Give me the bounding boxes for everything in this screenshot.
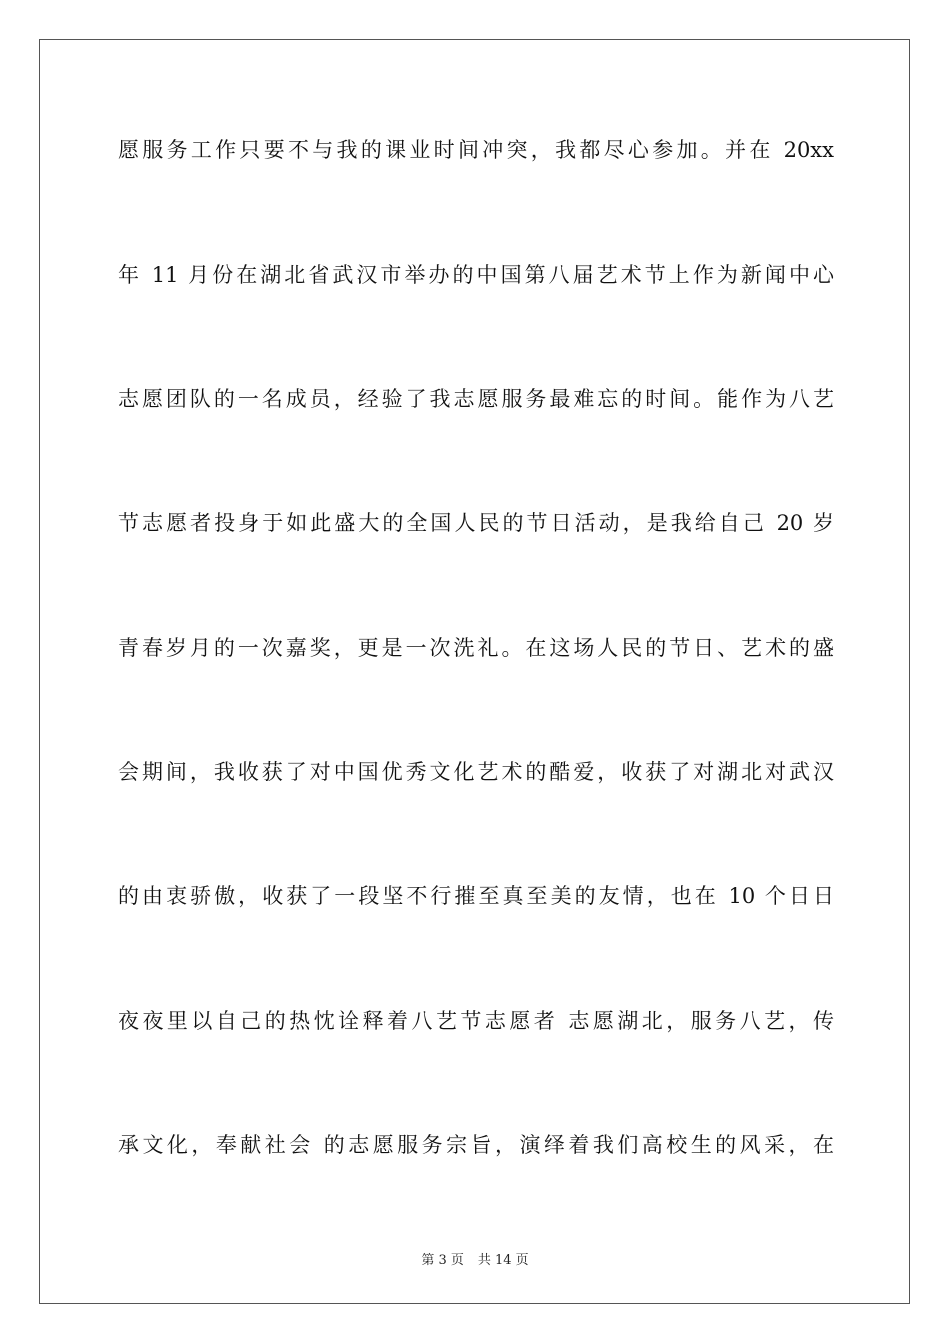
- page-number: 第 3 页: [421, 1253, 464, 1268]
- body-text-line-3: 志愿团队的一名成员，经验了我志愿服务最难忘的时间。能作为八艺: [118, 387, 834, 411]
- body-text-line-4: 节志愿者投身于如此盛大的全国人民的节日活动，是我给自己 20 岁: [118, 511, 834, 535]
- page-total: 共 14 页: [477, 1253, 529, 1268]
- body-text-line-5: 青春岁月的一次嘉奖，更是一次洗礼。在这场人民的节日、艺术的盛: [118, 636, 834, 660]
- body-text-line-6: 会期间，我收获了对中国优秀文化艺术的酷爱，收获了对湖北对武汉: [118, 760, 834, 784]
- body-text-line-1: 愿服务工作只要不与我的课业时间冲突，我都尽心参加。并在 20xx: [118, 138, 834, 162]
- body-text-line-7: 的由衷骄傲，收获了一段坚不行摧至真至美的友情，也在 10 个日日: [118, 884, 834, 908]
- body-text-line-9: 承文化，奉献社会 的志愿服务宗旨，演绎着我们高校生的风采，在: [118, 1133, 834, 1157]
- body-text-line-8: 夜夜里以自己的热忱诠释着八艺节志愿者 志愿湖北，服务八艺，传: [118, 1009, 834, 1033]
- page-footer: [0, 1249, 950, 1268]
- page-frame: [39, 39, 910, 1304]
- body-text-line-2: 年 11 月份在湖北省武汉市举办的中国第八届艺术节上作为新闻中心: [118, 263, 834, 287]
